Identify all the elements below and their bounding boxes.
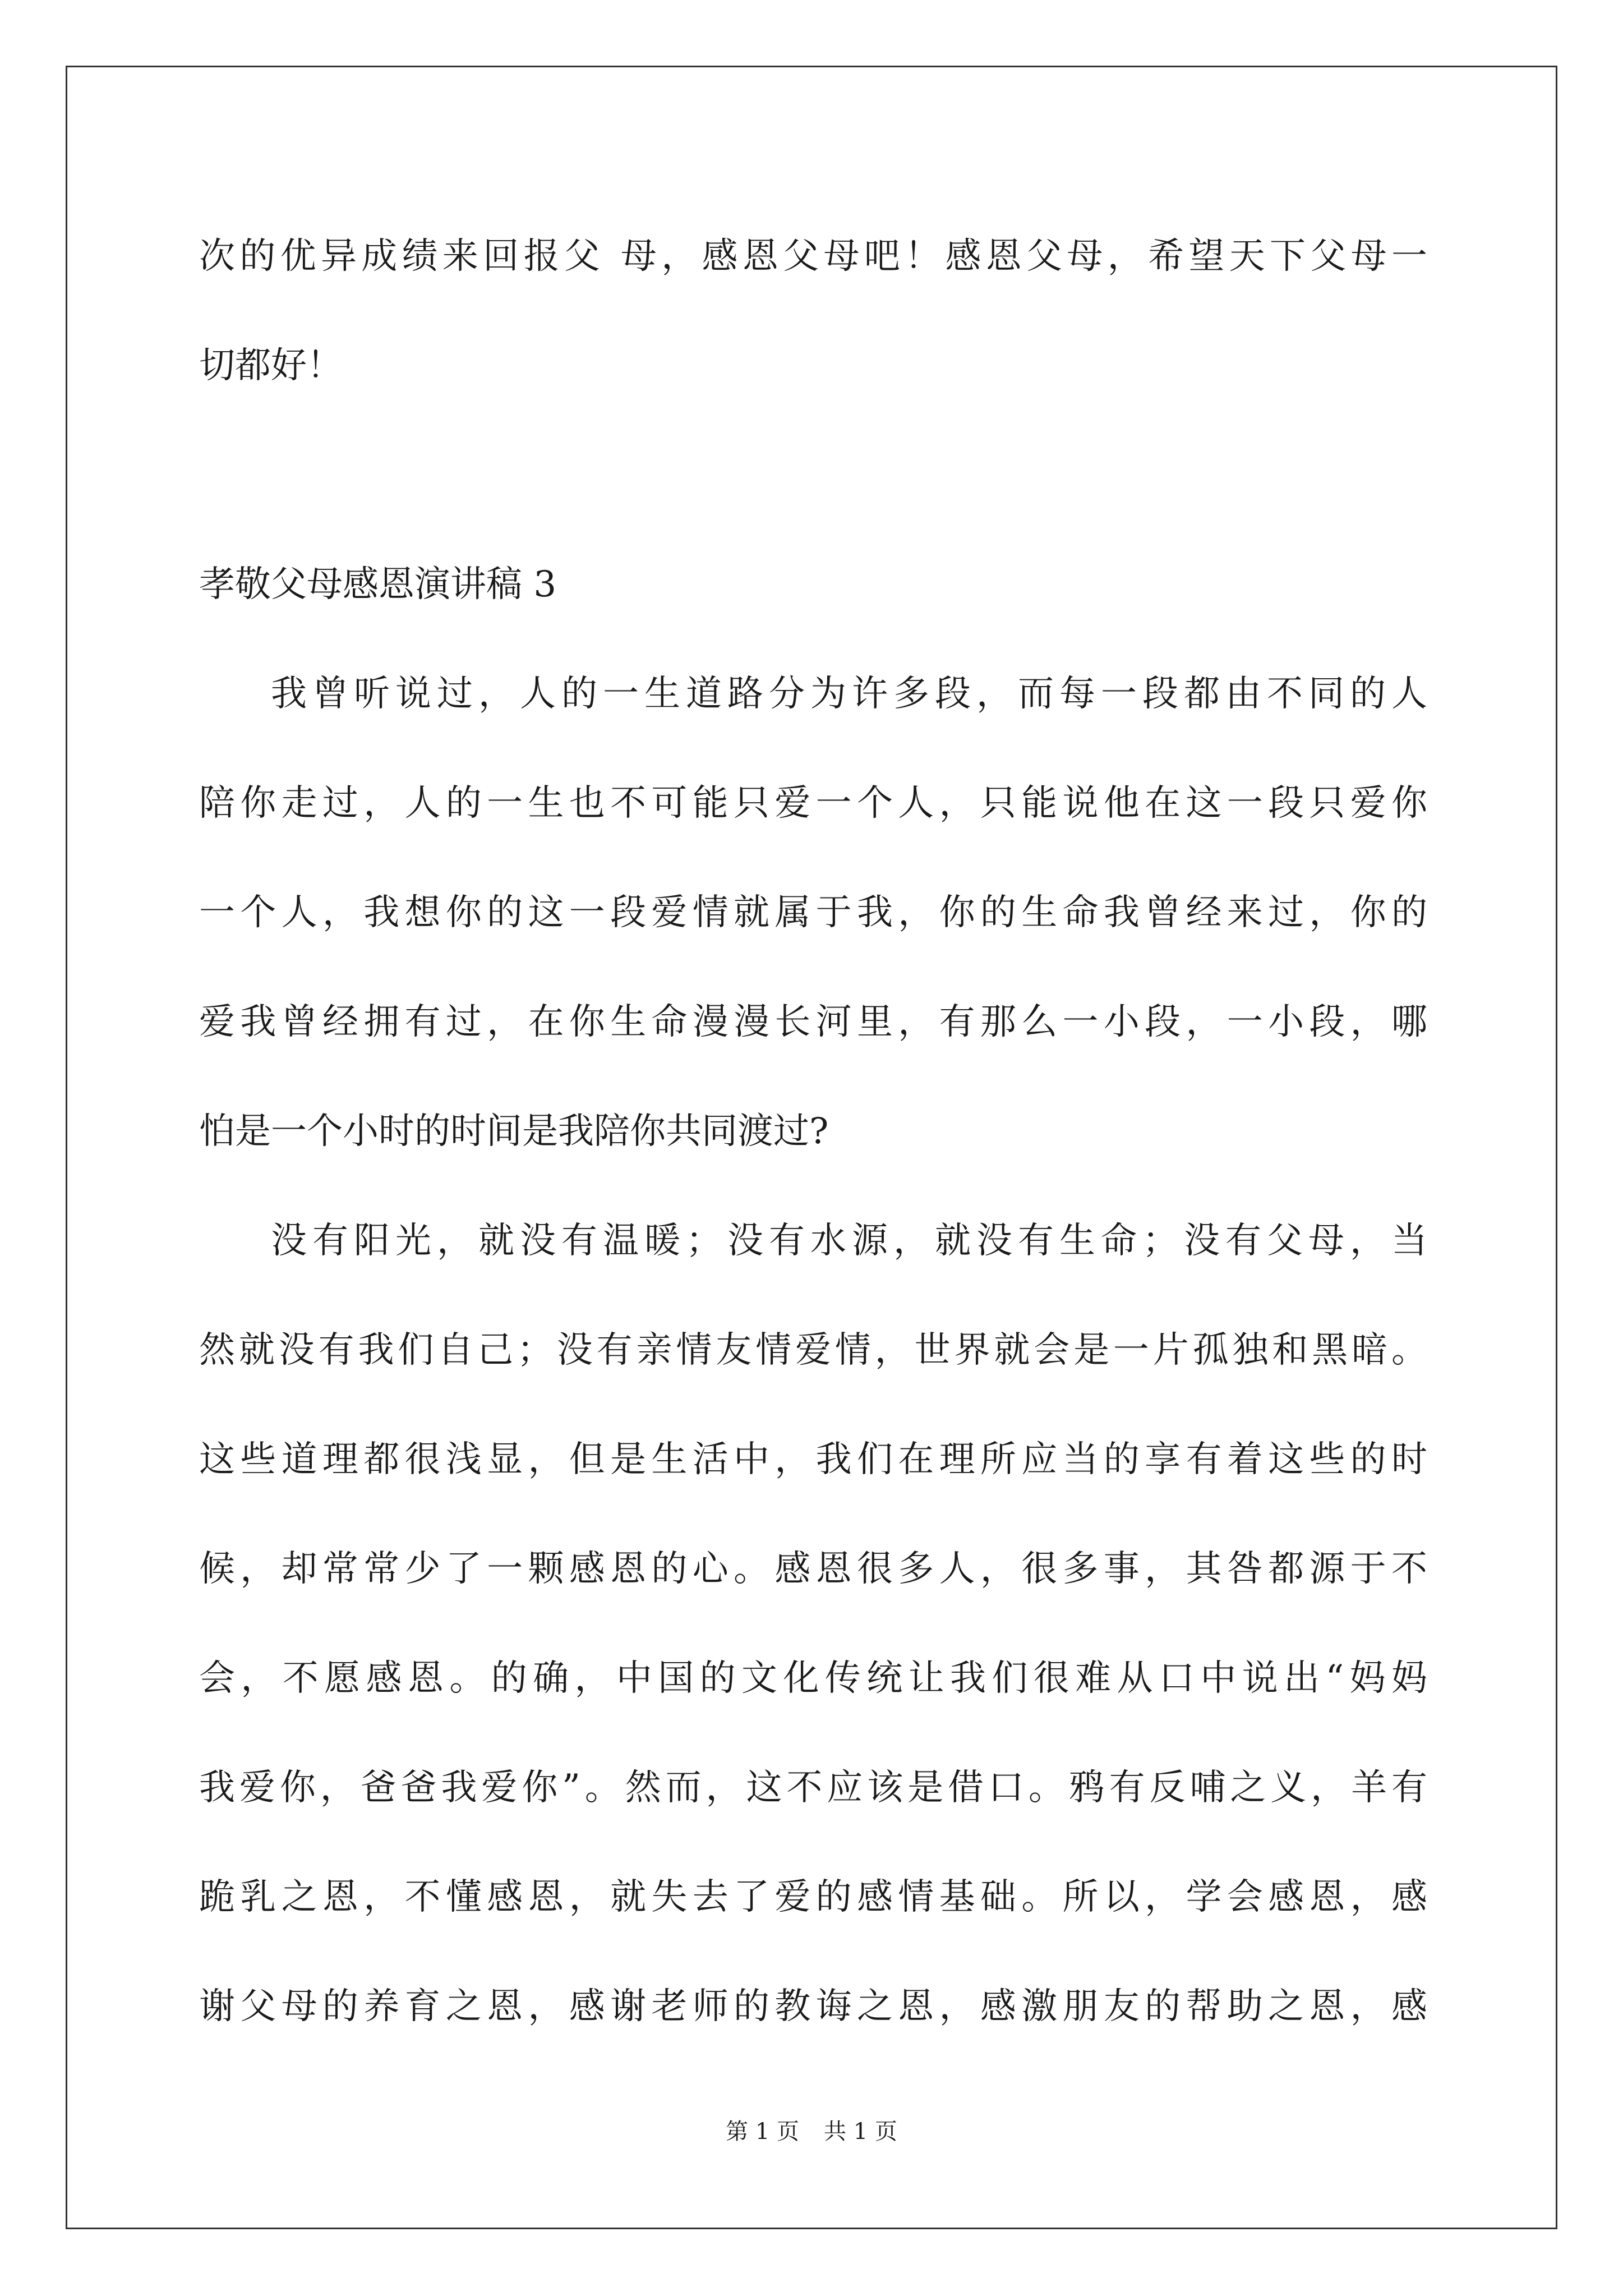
text-line: 候，却常常少了一颗感恩的心。感恩很多人，很多事，其咎都源于不 — [199, 1548, 1427, 1590]
document-body — [199, 202, 1427, 2062]
paragraph-2 — [199, 1186, 1427, 2062]
text-line: 会，不愿感恩。的确，中国的文化传统让我们很难从口中说出“妈妈 — [199, 1658, 1427, 1699]
text-line: 跪乳之恩，不懂感恩，就失去了爱的感情基础。所以，学会感恩，感 — [199, 1876, 1427, 1918]
paragraph-1 — [199, 639, 1427, 1186]
text-line: 谢父母的养育之恩，感谢老师的教诲之恩，感激朋友的帮助之恩，感 — [199, 1986, 1427, 2027]
section-title: 孝敬父母感恩演讲稿 3 — [199, 564, 557, 605]
paragraph-top — [199, 202, 1427, 421]
text-line: 我爱你，爸爸我爱你”。然而，这不应该是借口。鸦有反哺之义，羊有 — [199, 1767, 1427, 1809]
text-line: 这些道理都很浅显，但是生活中，我们在理所应当的享有着这些的时 — [199, 1439, 1427, 1480]
page-footer — [0, 2115, 1623, 2148]
page-total: 共 1 页 — [824, 2119, 897, 2145]
text-line: 怕是一个小时的时间是我陪你共同渡过? — [199, 1111, 829, 1152]
page-number: 第 1 页 — [726, 2119, 799, 2145]
text-line: 次的优异成绩来回报父 母，感恩父母吧！感恩父母，希望天下父母一 — [199, 236, 1427, 277]
text-line: 一个人，我想你的这一段爱情就属于我，你的生命我曾经来过，你的 — [199, 892, 1427, 933]
text-line: 我曾听说过，人的一生道路分为许多段，而每一段都由不同的人 — [271, 673, 1427, 715]
text-line: 切都好！ — [199, 345, 343, 386]
text-line: 爱我曾经拥有过，在你生命漫漫长河里，有那么一小段，一小段，哪 — [199, 1001, 1427, 1043]
blank-line — [199, 421, 1427, 530]
text-line: 没有阳光，就没有温暖；没有水源，就没有生命；没有父母，当 — [271, 1220, 1427, 1262]
text-line: 陪你走过，人的一生也不可能只爱一个人，只能说他在这一段只爱你 — [199, 783, 1427, 824]
text-line: 然就没有我们自己；没有亲情友情爱情，世界就会是一片孤独和黑暗。 — [199, 1329, 1427, 1371]
